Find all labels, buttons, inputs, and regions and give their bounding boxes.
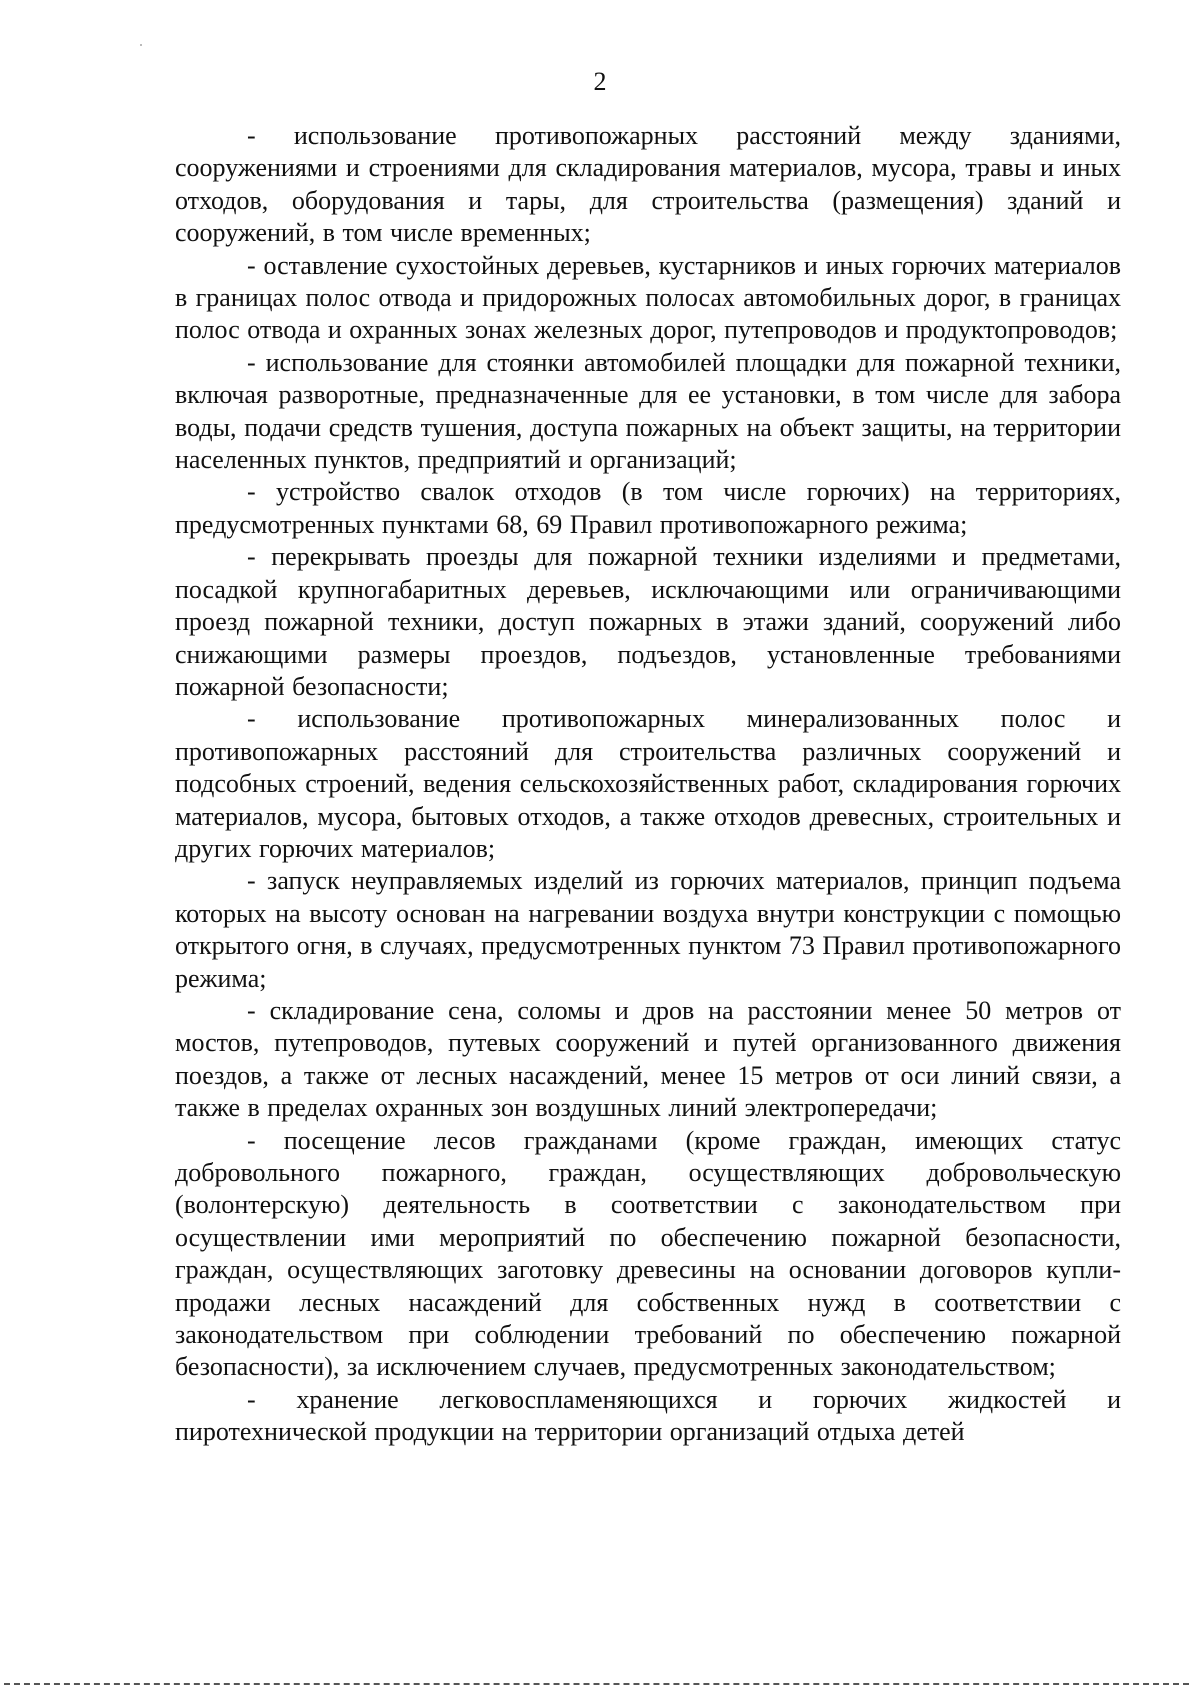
scan-speck [140, 44, 142, 46]
paragraph: - использование противопожарных расстояний между зданиями, сооружениями и строениями для складирования материалов, мусора, травы и иных отходов, оборудования и тары, для строительства (размещения) зданий и сооружений, в том числе временных; [175, 121, 1121, 248]
paragraph: - хранение легковоспламеняющихся и горючих жидкостей и пиротехнической продукции на территории организаций отдыха детей [175, 1384, 1121, 1447]
paragraph: - устройство свалок отходов (в том числе горючих) на территориях, предусмотренных пунктами 68, 69 Правил противопожарного режима; [175, 477, 1121, 539]
paragraph: - запуск неуправляемых изделий из горючих материалов, принцип подъема которых на высоту основан на нагревании воздуха внутри конструкции с помощью открытого огня, в случаях, предусмотренных пунктом 73 Правил противопожарного режима; [175, 866, 1121, 993]
paragraph: - посещение лесов гражданами (кроме граждан, имеющих статус добровольного пожарного, граждан, осуществляющих добровольческую (волонтерскую) деятельность в соответствии с законодательством при осуществлении ими мероприятий по обеспечению пожарной безопасности, граждан, осуществляющих заготовку древесины на основании договоров купли-продажи лесных насаждений для собственных нужд в соответствии с законодательством при соблюдении требований по обеспечению пожарной безопасности), за исключением случаев, предусмотренных законодательством; [175, 1125, 1121, 1382]
bottom-scan-edge [4, 1683, 1189, 1685]
paragraph: - оставление сухостойных деревьев, кустарников и иных горючих материалов в границах полос отвода и придорожных полосах автомобильных дорог, в границах полос отвода и охранных зонах железных дорог, путепроводов и продуктопроводов; [175, 250, 1121, 345]
page-number: 2 [593, 67, 607, 96]
document-body [175, 120, 1121, 1449]
paragraph: - складирование сена, соломы и дров на расстоянии менее 50 метров от мостов, путепроводов, путевых сооружений и путей организованного движения поездов, а также от лесных насаждений, менее 15 метров от оси линий связи, а также в пределах охранных зон воздушных линий электропередачи; [175, 995, 1121, 1123]
paragraph: - перекрывать проезды для пожарной техники изделиями и предметами, посадкой крупногабаритных деревьев, исключающими или ограничивающими проезд пожарной техники, доступ пожарных в этажи зданий, сооружений либо снижающими размеры проездов, подъездов, установленные требованиями пожарной безопасности; [175, 542, 1121, 701]
paragraph: - использование для стоянки автомобилей площадки для пожарной техники, включая разворотные, предназначенные для ее установки, в том числе для забора воды, подачи средств тушения, доступа пожарных на объект защиты, на территории населенных пунктов, предприятий и организаций; [175, 347, 1121, 475]
paragraph: - использование противопожарных минерализованных полос и противопожарных расстояний для строительства различных сооружений и подсобных строений, ведения сельскохозяйственных работ, складирования горючих материалов, мусора, бытовых отходов, а также отходов древесных, строительных и других горючих материалов; [175, 704, 1121, 863]
